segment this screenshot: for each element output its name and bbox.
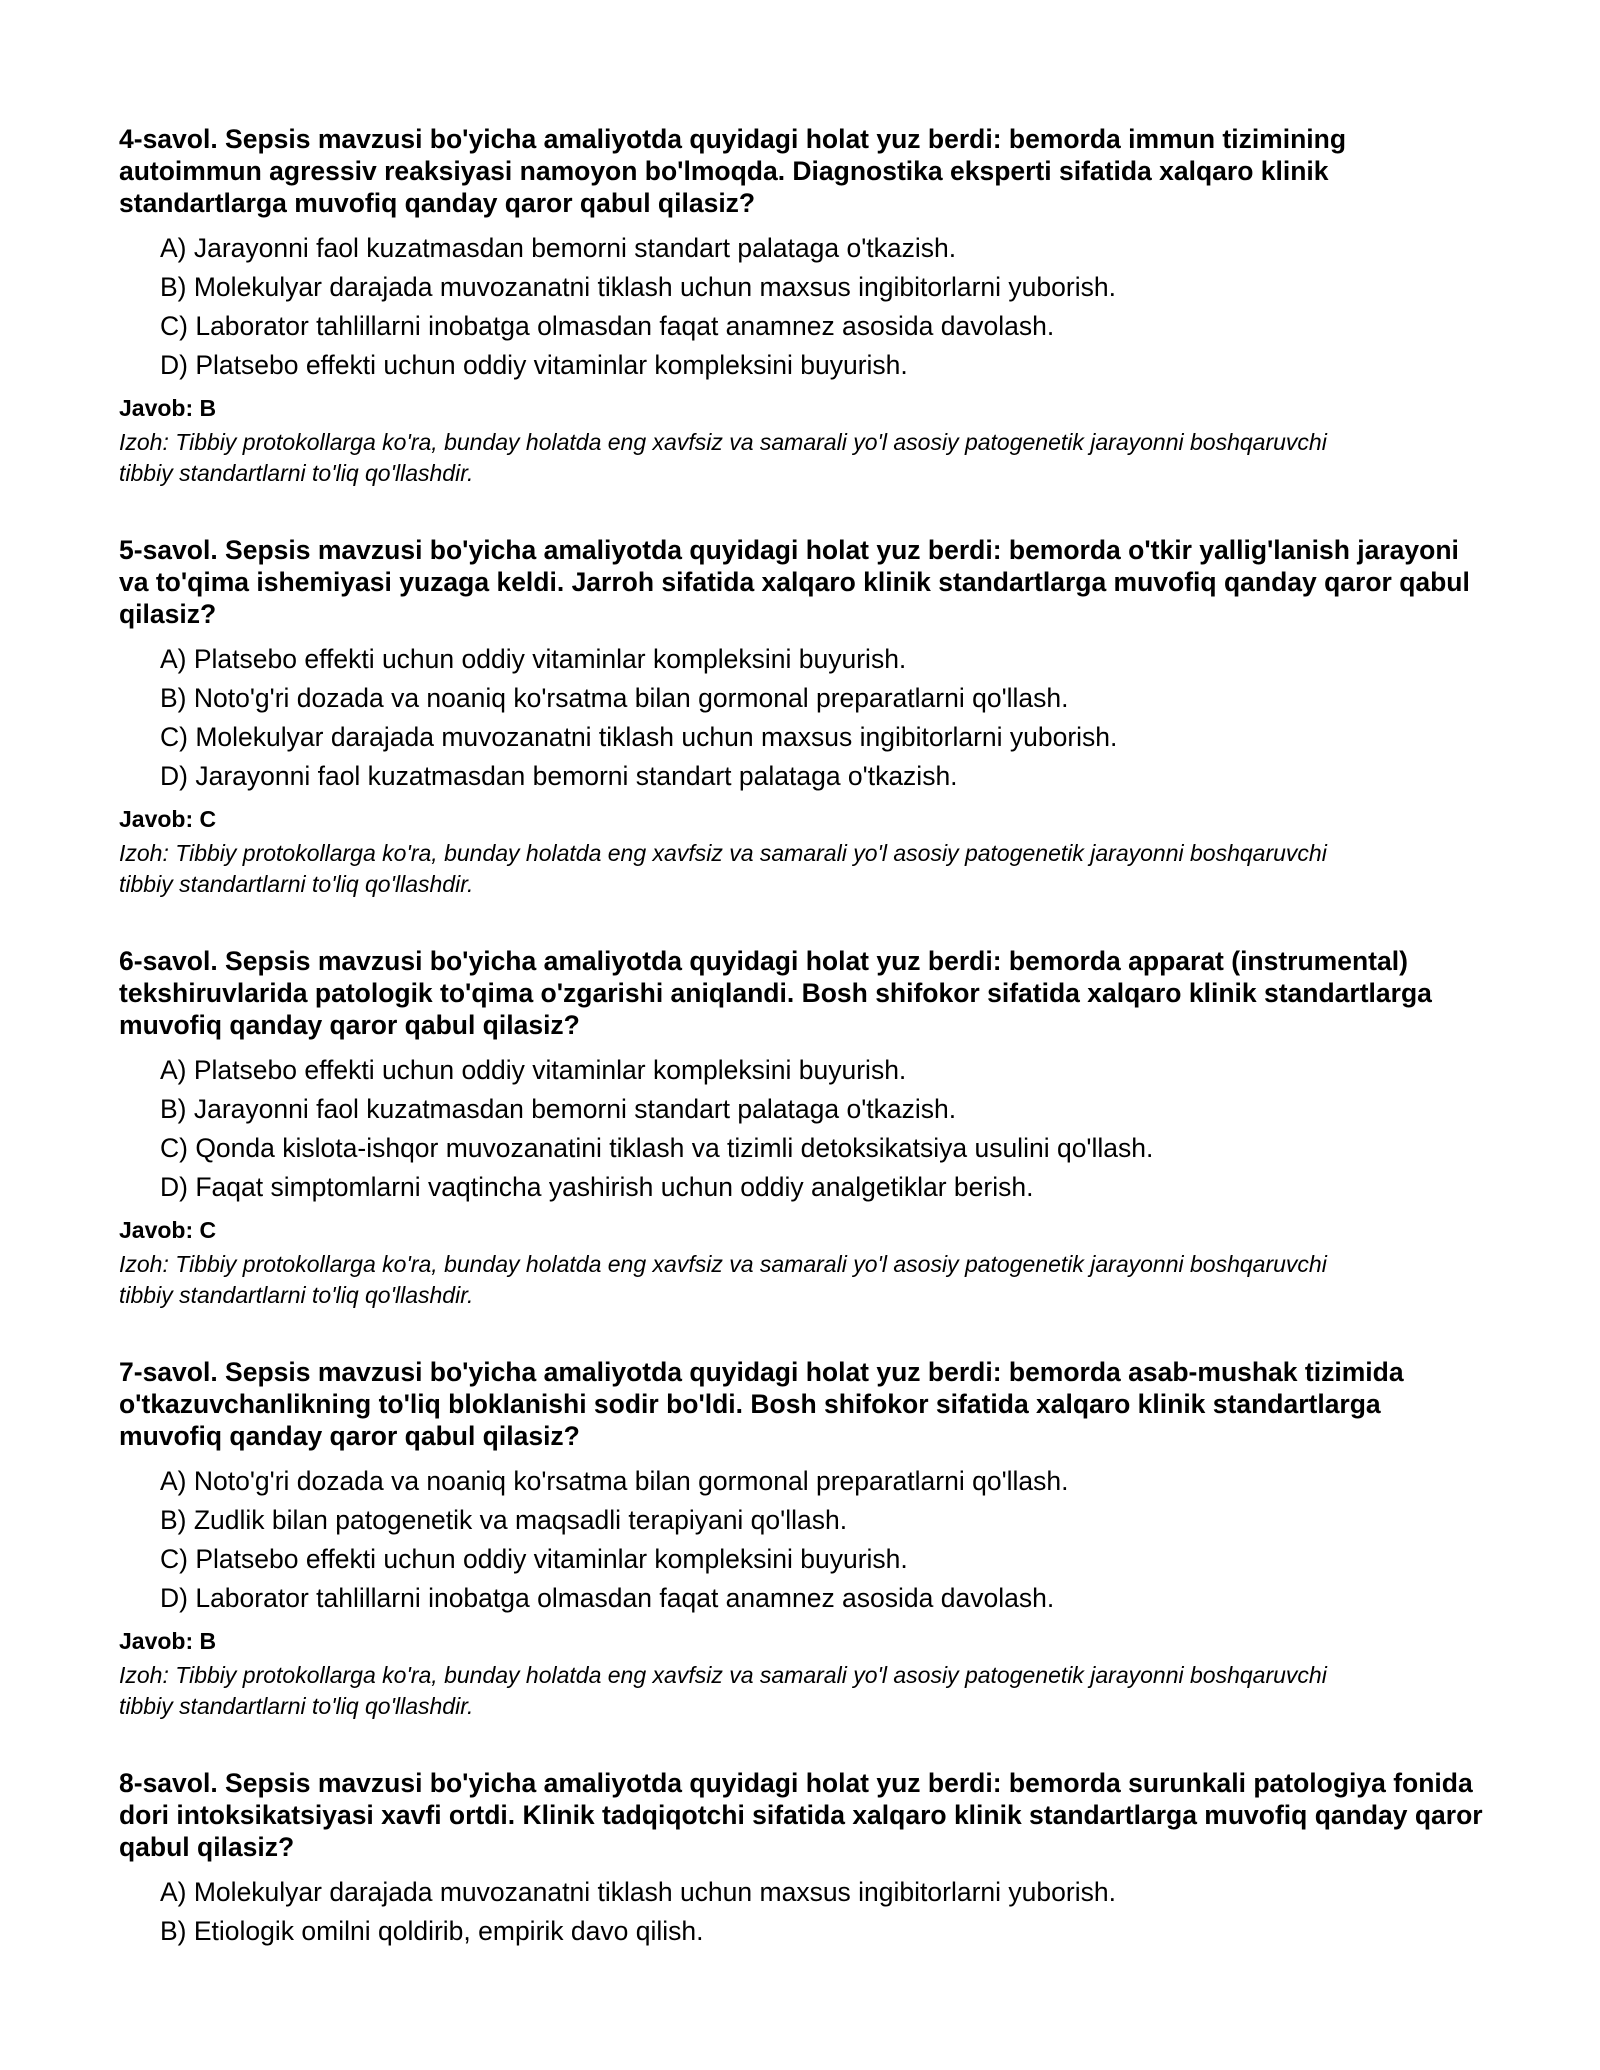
option-b: B) Noto'g'ri dozada va noaniq ko'rsatma bilan gormonal preparatlarni qo'llash.: [160, 683, 1069, 713]
option-b: B) Etiologik omilni qoldirib, empirik davo qilish.: [160, 1916, 704, 1946]
option-d: D) Laborator tahlillarni inobatga olmasdan faqat anamnez asosida davolash.: [160, 1583, 1055, 1613]
explanation-text: Izoh: Tibbiy protokollarga ko'ra, bunday holatda eng xavfsiz va samarali yo'l asosiy patogenetik jarayonni boshqaruvchi tibbiy standartlarni to'liq qo'llashdir.: [119, 1251, 1327, 1308]
option-a: A) Noto'g'ri dozada va noaniq ko'rsatma bilan gormonal preparatlarni qo'llash.: [160, 1466, 1069, 1496]
option-a: A) Jarayonni faol kuzatmasdan bemorni standart palataga o'tkazish.: [160, 233, 957, 263]
question-block: [119, 1767, 1489, 1951]
answer-key: Javob: C: [119, 1217, 217, 1243]
question-block: [119, 123, 1489, 489]
option-a: A) Molekulyar darajada muvozanatni tiklash uchun maxsus ingibitorlarni yuborish.: [160, 1877, 1116, 1907]
question-text: 8-savol. Sepsis mavzusi bo'yicha amaliyotda quyidagi holat yuz berdi: bemorda surunkali patologiya fonida dori intoksikatsiyasi xavfi ortdi. Klinik tadqiqotchi sifatida xalqaro klinik standartlarga muvofiq qanday qaror qabul qilasiz?: [119, 1768, 1483, 1862]
explanation-text: Izoh: Tibbiy protokollarga ko'ra, bunday holatda eng xavfsiz va samarali yo'l asosiy patogenetik jarayonni boshqaruvchi tibbiy standartlarni to'liq qo'llashdir.: [119, 429, 1327, 486]
answer-options: [119, 1462, 1489, 1618]
explanation-text: Izoh: Tibbiy protokollarga ko'ra, bunday holatda eng xavfsiz va samarali yo'l asosiy patogenetik jarayonni boshqaruvchi tibbiy standartlarni to'liq qo'llashdir.: [119, 1662, 1327, 1719]
question-text: 5-savol. Sepsis mavzusi bo'yicha amaliyotda quyidagi holat yuz berdi: bemorda o'tkir yallig'lanish jarayoni va to'qima ishemiyasi yuzaga keldi. Jarroh sifatida xalqaro klinik standartlarga muvofiq qanday qaror qabul qilasiz?: [119, 535, 1470, 629]
option-c: C) Qonda kislota-ishqor muvozanatini tiklash va tizimli detoksikatsiya usulini qo'llash.: [160, 1133, 1154, 1163]
question-text: 4-savol. Sepsis mavzusi bo'yicha amaliyotda quyidagi holat yuz berdi: bemorda immun tizimining autoimmun agressiv reaksiyasi namoyon bo'lmoqda. Diagnostika eksperti sifatida xalqaro klinik standartlarga muvofiq qanday qaror qabul qilasiz?: [119, 124, 1347, 218]
explanation-text: Izoh: Tibbiy protokollarga ko'ra, bunday holatda eng xavfsiz va samarali yo'l asosiy patogenetik jarayonni boshqaruvchi tibbiy standartlarni to'liq qo'llashdir.: [119, 840, 1327, 897]
option-a: A) Platsebo effekti uchun oddiy vitaminlar kompleksini buyurish.: [160, 644, 907, 674]
answer-options: [119, 229, 1489, 385]
question-text: 6-savol. Sepsis mavzusi bo'yicha amaliyotda quyidagi holat yuz berdi: bemorda apparat (instrumental) tekshiruvlarida patologik to'qima o'zgarishi aniqlandi. Bosh shifokor sifatida xalqaro klinik standartlarga muvofiq qanday qaror qabul qilasiz?: [119, 946, 1432, 1040]
answer-key: Javob: B: [119, 1628, 217, 1654]
option-a: A) Platsebo effekti uchun oddiy vitaminlar kompleksini buyurish.: [160, 1055, 907, 1085]
option-b: B) Molekulyar darajada muvozanatni tiklash uchun maxsus ingibitorlarni yuborish.: [160, 272, 1116, 302]
question-block: [119, 945, 1489, 1311]
answer-options: [119, 1873, 1489, 1951]
option-b: B) Zudlik bilan patogenetik va maqsadli terapiyani qo'llash.: [160, 1505, 848, 1535]
option-d: D) Platsebo effekti uchun oddiy vitaminlar kompleksini buyurish.: [160, 350, 908, 380]
option-b: B) Jarayonni faol kuzatmasdan bemorni standart palataga o'tkazish.: [160, 1094, 957, 1124]
question-block: [119, 534, 1489, 900]
option-c: C) Molekulyar darajada muvozanatni tiklash uchun maxsus ingibitorlarni yuborish.: [160, 722, 1118, 752]
option-c: C) Laborator tahlillarni inobatga olmasdan faqat anamnez asosida davolash.: [160, 311, 1055, 341]
option-d: D) Faqat simptomlarni vaqtincha yashirish uchun oddiy analgetiklar berish.: [160, 1172, 1034, 1202]
question-text: 7-savol. Sepsis mavzusi bo'yicha amaliyotda quyidagi holat yuz berdi: bemorda asab-mushak tizimida o'tkazuvchanlikning to'liq bloklanishi sodir bo'ldi. Bosh shifokor sifatida xalqaro klinik standartlarga muvofiq qanday qaror qabul qilasiz?: [119, 1357, 1404, 1451]
answer-options: [119, 1051, 1489, 1207]
option-c: C) Platsebo effekti uchun oddiy vitaminlar kompleksini buyurish.: [160, 1544, 908, 1574]
answer-key: Javob: C: [119, 806, 217, 832]
answer-options: [119, 640, 1489, 796]
question-block: [119, 1356, 1489, 1722]
option-d: D) Jarayonni faol kuzatmasdan bemorni standart palataga o'tkazish.: [160, 761, 958, 791]
document-page: [119, 123, 1489, 1996]
answer-key: Javob: B: [119, 395, 217, 421]
